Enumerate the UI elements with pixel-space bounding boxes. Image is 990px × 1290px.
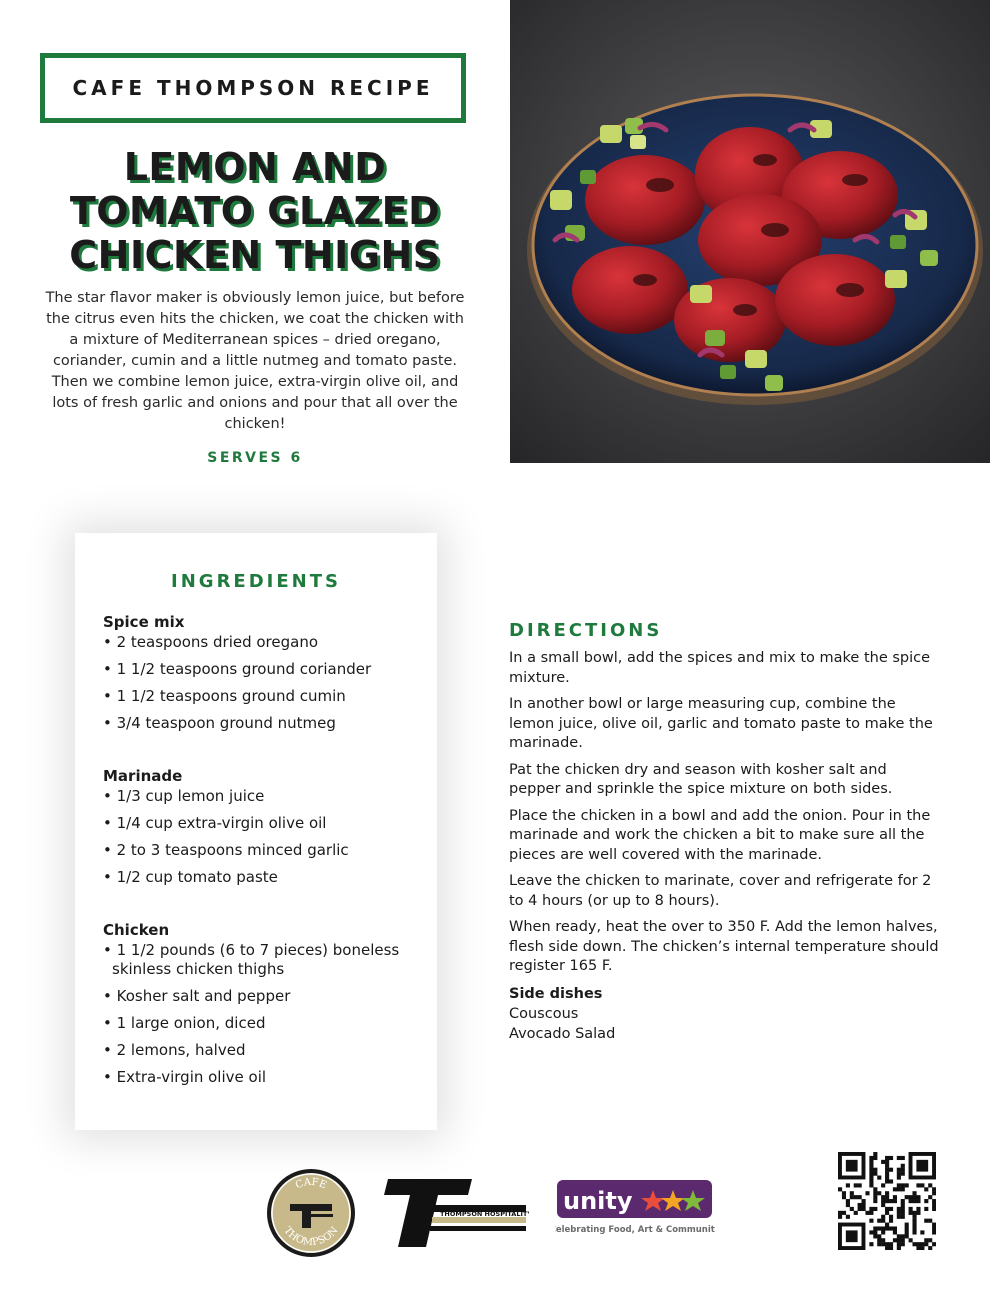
list-item: • 1 1/2 teaspoons ground cumin [103,687,346,705]
brand-label: CAFE THOMPSON RECIPE [72,76,434,100]
unity-word: unity [563,1187,633,1215]
list-item: • Extra-virgin olive oil [103,1068,267,1086]
list-item: • 2 to 3 teaspoons minced garlic [103,841,349,859]
cafe-thompson-logo [266,1168,356,1258]
list-item: • 1 1/2 teaspoons ground coriander [103,660,372,678]
title-line: CHICKEN THIGHS [69,233,441,277]
list-item: • 1 large onion, diced [103,1014,266,1032]
dish-photo [510,0,990,463]
list-item: • 1/2 cup tomato paste [103,868,278,886]
side-dish-item: Avocado Salad [509,1025,616,1042]
group-title: Marinade [103,767,183,785]
ingredient-group-spice-mix [103,613,423,741]
direction-step: In a small bowl, add the spices and mix to make the spice mixture. [509,650,931,686]
direction-step: Place the chicken in a bowl and add the onion. Pour in the marinade and work the chicken a bit to make sure all the pieces are well covered with the marinade. [509,807,931,863]
recipe-intro: The star flavor maker is obviously lemon juice, but before the citrus even hits the chicken, we coat the chicken with a mixture of Mediterranean spices – dried oregano, coriander, cumin and a little nutmeg and tomato paste. Then we combine lemon juice, extra-virgin olive oil, and lots of fresh garlic and onions and pour that all over the chicken! [45,290,465,432]
brand-box [40,53,466,123]
title-line: TOMATO GLAZED [69,189,441,233]
unity-tagline: Celebrating Food, Art & Community [555,1225,715,1235]
hospitality-text: THOMPSON HOSPITALITY [440,1210,529,1218]
list-item: • 1/4 cup extra-virgin olive oil [103,814,327,832]
list-item: • 3/4 teaspoon ground nutmeg [103,714,336,732]
directions-section [509,620,939,1044]
directions-heading: DIRECTIONS [509,620,663,641]
serves-label: SERVES 6 [207,450,303,466]
unity-logo [555,1180,715,1240]
side-dishes-title: Side dishes [509,985,603,1002]
list-item: • 1/3 cup lemon juice [103,787,265,805]
qr-code-icon[interactable] [838,1152,936,1250]
direction-step: In another bowl or large measuring cup, combine the lemon juice, olive oil, garlic and tomato paste to make the marinade. [509,696,933,751]
list-item: • 2 lemons, halved [103,1041,246,1059]
direction-step: When ready, heat the over to 350 F. Add the lemon halves, flesh side down. The chicken’s internal temperature should register 165 F. [509,919,939,974]
ingredients-card [75,533,437,1130]
group-title: Spice mix [103,613,185,631]
cafe-logo-bottom-text: THOMPSON [281,1225,341,1249]
cafe-logo-top-text: CAFE [293,1176,329,1192]
group-title: Chicken [103,921,170,939]
title-line: LEMON AND [123,145,387,189]
ingredient-group-marinade [103,767,423,895]
direction-step: Pat the chicken dry and season with kosher salt and pepper and sprinkle the spice mixture on both sides. [509,761,893,797]
direction-step: Leave the chicken to marinate, cover and refrigerate for 2 to 4 hours (or up to 8 hours). [509,873,932,909]
recipe-title [30,145,480,277]
side-dish-item: Couscous [509,1005,579,1022]
ingredient-group-chicken [103,921,423,1095]
list-item: • 2 teaspoons dried oregano [103,633,319,651]
thompson-hospitality-logo [384,1177,529,1249]
ingredients-heading: INGREDIENTS [171,571,341,592]
list-item: • 1 1/2 pounds (6 to 7 pieces) boneless skinless chicken thighs [103,941,400,978]
list-item: • Kosher salt and pepper [103,987,291,1005]
